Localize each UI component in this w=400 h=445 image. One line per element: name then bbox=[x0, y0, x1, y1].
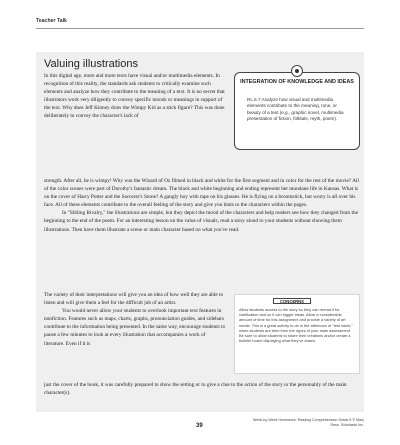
closing-block bbox=[44, 381, 360, 397]
header-rule bbox=[36, 28, 364, 29]
page-number: 39 bbox=[196, 423, 203, 429]
standards-box bbox=[234, 72, 360, 150]
paragraph: strength. After all, he is wimpy! Why was the Wizard of Oz filmed in black and white for the first segment and in color for the rest of the movie? All of the color scenes were part of Dorothy's fantastic dream. The black and white beginning and ending represent her mundane life in Kansas. What is on the cover of Harry Potter and the Sorcerer's Stone? A gangly boy with tape on his glasses. He is flying on a broomstick, but worry is all over his face. All of these elements contribute to the overall feeling of the story and give you hints to the characters within the pages. bbox=[44, 178, 359, 209]
left-column-top bbox=[44, 72, 226, 121]
paragraph: You would never allow your students to overlook important text features in nonfiction. Features such as maps, charts, graphs, pronunciation guides, and sidebars contribute to the information being presented. In the same way, encourage students to pause a few minutes to look at every illustration that accompanies a work of literature. Even if it is bbox=[44, 308, 226, 347]
full-width-block bbox=[44, 177, 360, 234]
paragraph: The variety of their interpretations will give you an idea of how well they are able to listen and will give them a feel for the difficult job of an artist. bbox=[44, 292, 224, 307]
standards-icon bbox=[291, 65, 303, 77]
sidebar-text: Allow students access to the story so they can reread it for clarification and so it can trigger ideas. Allow a considerable amount of time for this assignment and provide a variety of art media. This is a great activity to do in the afternoon of "test week," when students are tired from the rigors of your state assessment. Be sure to allow students to share their creations and/or create a bulletin board displaying what they've drawn. bbox=[239, 307, 353, 344]
standards-text: RL.5.7 Analyze how visual and multimedia elements contribute to the meaning, tone, or beauty of a text (e.g., graphic novel, multimedia presentation of fiction, folktale, myth, poem). bbox=[247, 97, 344, 122]
footer-credit: Week-by-Week Homework: Reading Comprehension Grade 5 © Mary Rose, Scholastic Inc. bbox=[253, 418, 364, 427]
paragraph: In this digital age, more and more texts have visual and/or multimedia elements. In recognition of this reality, the standards ask students to critically examine such elements and analyze how they contribute to the meaning of a text. It is no secret that illustrators work very diligently to convey specific moods or meanings in support of the text. Why does Jeff Kinney draw the Wimpy Kid as a stick figure? This was done deliberately to convey the character's lack of bbox=[44, 73, 225, 120]
left-column-bottom bbox=[44, 291, 226, 348]
sidebar-badge: CONCERNS bbox=[273, 298, 311, 304]
concerns-sidebar bbox=[234, 294, 360, 374]
paragraph: In "Sibling Rivalry," the illustrations are simple, but they depict the mood of the characters and help readers see how they changed from the beginning to the end of the poem. For an interesting lesson on the value of visuals, read a story aloud to your students without showing them illustrations. Then have them illustrate a scene or main character based on what you've read. bbox=[44, 210, 358, 233]
paragraph: just the cover of the book, it was carefully prepared to show the setting or to give a clue to the action of the story or the personality of the main character(s). bbox=[44, 382, 347, 397]
standards-heading: INTEGRATION OF KNOWLEDGE AND IDEAS bbox=[240, 79, 354, 85]
section-tab: Teacher Talk bbox=[36, 18, 67, 24]
section-title: Valuing illustrations bbox=[44, 58, 138, 70]
